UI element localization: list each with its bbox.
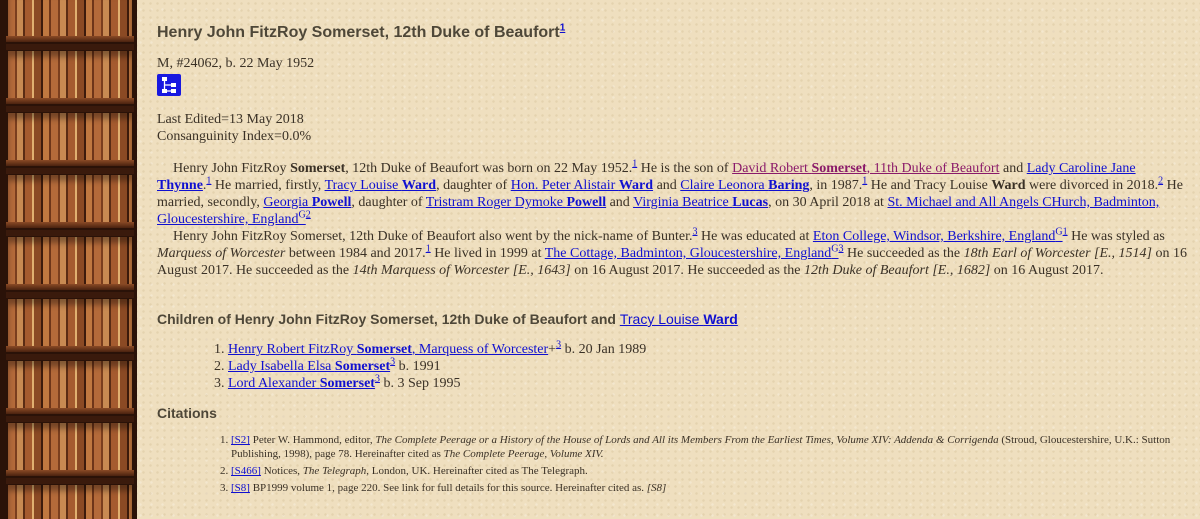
citation-link[interactable]: 2 bbox=[1158, 175, 1164, 187]
shelf-board bbox=[6, 222, 134, 228]
citation-link[interactable]: 1 bbox=[1062, 226, 1068, 238]
citation-link[interactable]: 3 bbox=[556, 339, 562, 351]
last-edited: Last Edited=13 May 2018 bbox=[157, 112, 304, 127]
child-link[interactable]: Lord Alexander Somerset bbox=[228, 376, 375, 391]
list-item: 2. [S466] Notices, The Telegraph, London, UK. Hereinafter cited as The Telegraph. bbox=[231, 464, 1191, 478]
first-wife-link[interactable]: Tracy Louise Ward bbox=[324, 178, 437, 193]
citation-link[interactable]: 3 bbox=[374, 373, 380, 385]
source-link[interactable]: [S466] bbox=[231, 465, 261, 477]
residence-place-link[interactable]: The Cottage, Badminton, Gloucestershire, England$^G$ bbox=[544, 243, 839, 261]
child-link[interactable]: Henry Robert FitzRoy Somerset, Marquess of Worcester bbox=[228, 342, 549, 357]
books-image bbox=[8, 113, 132, 160]
citations-list bbox=[217, 433, 1191, 498]
second-wife-mother-link[interactable]: Virginia Beatrice Lucas bbox=[633, 195, 769, 210]
books-image bbox=[8, 299, 132, 346]
church-place-link[interactable]: St. Michael and All Angels CHurch, Badminton, Gloucestershire, England$^G$ bbox=[157, 195, 1160, 227]
shelf-board bbox=[6, 284, 134, 290]
books-image bbox=[8, 0, 132, 36]
shelf-row bbox=[6, 230, 134, 290]
second-wife-link[interactable]: Georgia Powell bbox=[263, 195, 352, 210]
mother-link[interactable]: Lady Caroline Jane Thynne bbox=[157, 161, 1136, 193]
shelf-board bbox=[6, 346, 134, 352]
books-image bbox=[8, 423, 132, 470]
citation-link[interactable]: 3 bbox=[838, 243, 844, 255]
page-title: Henry John FitzRoy Somerset, 12th Duke of Beaufort$^1$ bbox=[157, 22, 566, 41]
list-item: 1. [S2] Peter W. Hammond, editor, The Complete Peerage or a History of the House of Lords and All its Members From the Earliest Times, Volume XIV: Addenda & Corrigenda (Stroud, Gloucestershire, U.K.: Sutton Publishing, 1998), page 78. Hereinafter cited as The Complete Peerage, Volume XIV. bbox=[231, 433, 1191, 461]
children-spouse-link[interactable]: Tracy Louise Ward bbox=[619, 311, 738, 327]
shelf-row bbox=[6, 478, 134, 519]
list-item: 2. Lady Isabella Elsa Somerset$^3$ b. 1991 bbox=[228, 358, 646, 375]
citation-link[interactable]: 3 bbox=[692, 226, 698, 238]
shelf-board bbox=[6, 408, 134, 414]
source-link[interactable]: [S2] bbox=[231, 434, 250, 446]
citations-heading: Citations bbox=[157, 405, 217, 421]
list-item: 1. Henry Robert FitzRoy Somerset, Marquess of Worcester+$^3$ b. 20 Jan 1989 bbox=[228, 341, 646, 358]
books-image bbox=[8, 51, 132, 98]
books-image bbox=[8, 175, 132, 222]
list-item: 3. Lord Alexander Somerset$^3$ b. 3 Sep 1995 bbox=[228, 375, 646, 392]
shelf-row bbox=[6, 168, 134, 228]
family-tree-icon bbox=[157, 74, 181, 96]
first-wife-father-link[interactable]: Hon. Peter Alistair Ward bbox=[510, 178, 654, 193]
child-link[interactable]: Lady Isabella Elsa Somerset bbox=[228, 359, 391, 374]
shelf-board bbox=[6, 470, 134, 476]
citation-link[interactable]: 1 bbox=[425, 243, 431, 255]
citation-link[interactable]: 1 bbox=[862, 175, 868, 187]
citation-link[interactable]: 1 bbox=[632, 158, 638, 170]
citation-link[interactable]: 1 bbox=[206, 175, 212, 187]
children-heading: Children of Henry John FitzRoy Somerset, 12th Duke of Beaufort and Tracy Louise Ward bbox=[157, 311, 738, 327]
bio-paragraph-2: Henry John FitzRoy Somerset, 12th Duke of Beaufort also went by the nick-name of Bunter.$^3$ He was educated at Eton College, Windsor, Berkshire, England$^{G1}$ He was styled as Marquess of Worcester between 1984 and 2017.$^1$ He lived in 1999 at The Cottage, Badminton, Gloucestershire, England$^{G3}$ He succeeded as the 18th Earl of Worcester [E., 1514] on 16 August 2017. He succeeded as the 14th Marquess of Worcester [E., 1643] on 16 August 2017. He succeeded as the 12th Duke of Beaufort [E., 1682] on 16 August 2017. bbox=[157, 226, 1187, 278]
books-image bbox=[8, 361, 132, 408]
second-wife-father-link[interactable]: Tristram Roger Dymoke Powell bbox=[425, 195, 607, 210]
books-image bbox=[8, 485, 132, 519]
children-list bbox=[214, 341, 646, 392]
school-place-link[interactable]: Eton College, Windsor, Berkshire, England$^G$ bbox=[812, 226, 1063, 244]
shelf-row bbox=[6, 0, 134, 42]
person-meta: M, #24062, b. 22 May 1952 bbox=[157, 56, 315, 71]
shelf-board bbox=[6, 160, 134, 166]
father-link[interactable]: David Robert Somerset, 11th Duke of Beaufort bbox=[732, 161, 1000, 176]
citation-link[interactable]: 3 bbox=[390, 356, 396, 368]
shelf-row bbox=[6, 354, 134, 414]
family-tree-button[interactable] bbox=[157, 74, 181, 96]
books-image bbox=[8, 237, 132, 284]
shelf-board bbox=[6, 36, 134, 42]
citation-link[interactable]: 2 bbox=[305, 209, 311, 221]
shelf-board bbox=[6, 98, 134, 104]
source-link[interactable]: [S8] bbox=[231, 482, 250, 494]
shelf-row bbox=[6, 292, 134, 352]
title-citation-link[interactable]: 1 bbox=[559, 22, 566, 34]
bio-paragraph-1: Henry John FitzRoy Somerset, 12th Duke of Beaufort was born on 22 May 1952.$^1$ He is the son of David Robert Somerset, 11th Duke of Beaufort and Lady Caroline Jane Thynne.$^1$ He married, firstly, Tracy Louise Ward, daughter of Hon. Peter Alistair Ward and Claire Leonora Baring, in 1987.$^1$ He and Tracy Louise Ward were divorced in 2018.$^2$ He married, secondly, Georgia Powell, daughter of Tristram Roger Dymoke Powell and Virginia Beatrice Lucas, on 30 April 2018 at St. Michael and All Angels CHurch, Badminton, Gloucestershire, England$^{G2}$ bbox=[157, 158, 1183, 227]
shelf-row bbox=[6, 44, 134, 104]
consanguinity-index: Consanguinity Index=0.0% bbox=[157, 129, 312, 144]
list-item: 3. [S8] BP1999 volume 1, page 220. See link for full details for this source. Hereinafter cited as. [S8] bbox=[231, 481, 1191, 495]
first-wife-mother-link[interactable]: Claire Leonora Baring bbox=[680, 178, 810, 193]
bookshelf-border bbox=[0, 0, 137, 519]
shelf-row bbox=[6, 106, 134, 166]
shelf-row bbox=[6, 416, 134, 476]
